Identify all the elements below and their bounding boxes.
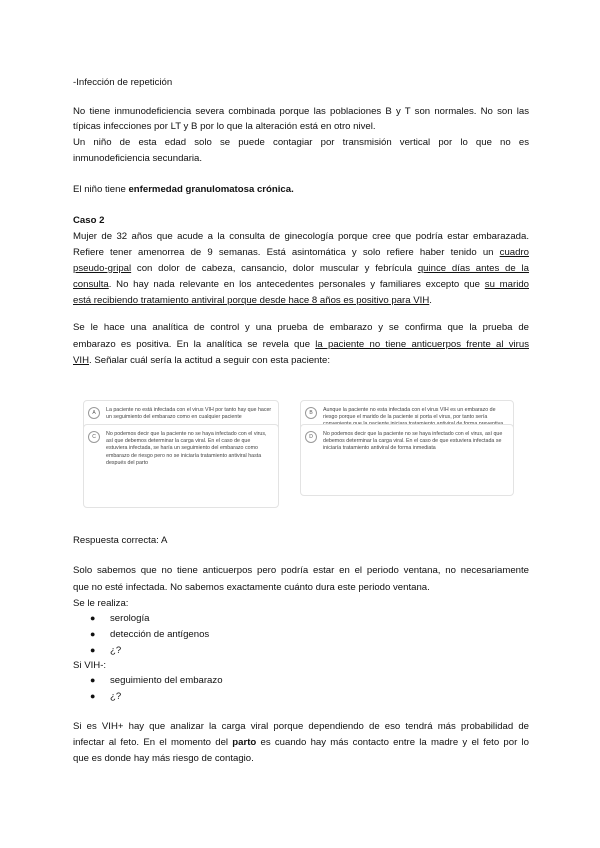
paragraph-line: No tiene inmunodeficiencia severa combinada porque las poblaciones B y T son normales. No son las xyxy=(73,106,529,117)
case-line: consulta. No hay nada relevante en los antecedentes personales y familiares excepto que su marido xyxy=(73,279,529,290)
option-d-card[interactable] xyxy=(300,424,514,496)
list-item: detección de antígenos xyxy=(110,629,210,640)
option-letter: C xyxy=(88,431,100,443)
option-letter: A xyxy=(88,407,100,419)
section-heading: -Infección de repetición xyxy=(73,77,173,88)
final-line: infectar al feto. En el momento del parto es cuando hay más contacto entre la madre y el feto por lo xyxy=(73,737,529,748)
diagnosis-line: El niño tiene enfermedad granulomatosa crónica. xyxy=(73,184,294,195)
list-label: Se le realiza: xyxy=(73,598,129,609)
bullet-icon: ● xyxy=(90,675,96,685)
list-label: Si VIH-: xyxy=(73,660,107,671)
list-item: ¿? xyxy=(110,645,122,656)
correct-answer: Respuesta correcta: A xyxy=(73,535,168,546)
case-line: VIH. Señalar cuál sería la actitud a seguir con esta paciente: xyxy=(73,355,331,366)
case-line: embarazo es positiva. En la analítica se revela que la paciente no tiene anticuerpos frente al virus xyxy=(73,339,529,350)
final-line: que es donde hay más riesgo de contagio. xyxy=(73,753,254,764)
option-text: No podemos decir que la paciente no se haya infectado con el virus, así que debemos determinar la carga viral. En el caso de que estuviera infectada, se haría un seguimiento del embarazo como embarazo de riesgo pero no se iniciaría tratamiento antiviral hasta después del parto xyxy=(106,431,267,466)
explanation-line: que no esté infectada. No sabemos exactamente cuánto dura este periodo ventana. xyxy=(73,582,430,593)
answer-options-image xyxy=(83,396,515,508)
case-line: está recibiendo tratamiento antiviral porque desde hace 8 años es positivo para VIH. xyxy=(73,295,432,306)
bullet-icon: ● xyxy=(90,691,96,701)
list-item: ¿? xyxy=(110,691,122,702)
case-line: Refiere tener amenorrea de 9 semanas. Está asintomática y solo refiere haber tenido un cuadro xyxy=(73,247,529,258)
paragraph-line: Un niño de esta edad solo se puede contagiar por transmisión vertical por lo que no es xyxy=(73,137,529,148)
list-item: seguimiento del embarazo xyxy=(110,675,223,686)
final-line: Si es VIH+ hay que analizar la carga viral porque dependiendo de eso tendrá más probabilidad de xyxy=(73,721,529,732)
explanation-line: Solo sabemos que no tiene anticuerpos pero podría estar en el periodo ventana, no necesariamente xyxy=(73,565,529,576)
option-text: La paciente no está infectada con el virus VIH por tanto hay que hacer un seguimiento del embarazo como en cualquier paciente xyxy=(106,407,272,421)
case-title: Caso 2 xyxy=(73,215,105,226)
paragraph-line: típicas infecciones por LT y B por lo que la alteración está en otro nivel. xyxy=(73,121,376,132)
option-c-card[interactable] xyxy=(83,424,279,508)
list-item: serología xyxy=(110,613,150,624)
case-line: pseudo-gripal con dolor de cabeza, cansancio, dolor muscular y febrícula quince días antes de la xyxy=(73,263,529,274)
option-letter: D xyxy=(305,431,317,443)
paragraph-line: inmunodeficiencia secundaria. xyxy=(73,153,203,164)
option-text: Aunque la paciente no esta infectada con el virus VIH es un embarazo de riesgo porque el marido de la paciente si porta el virus, por tanto sería xyxy=(323,407,496,421)
diagnosis-bold: enfermedad granulomatosa crónica. xyxy=(128,184,294,195)
case-line: Mujer de 32 años que acude a la consulta de ginecología porque cree que podría estar embarazada. xyxy=(73,231,529,242)
bullet-icon: ● xyxy=(90,613,96,623)
bullet-icon: ● xyxy=(90,645,96,655)
option-text: No podemos decir que la paciente no se haya infectado con el virus, así que debemos determinar la carga viral. En el caso de que estuviera infectada se iniciaría tratamiento antiviral de forma inmediata xyxy=(323,431,503,452)
bullet-icon: ● xyxy=(90,629,96,639)
case-line: Se le hace una analítica de control y una prueba de embarazo y se confirma que la prueba de xyxy=(73,322,529,333)
option-letter: B xyxy=(305,407,317,419)
